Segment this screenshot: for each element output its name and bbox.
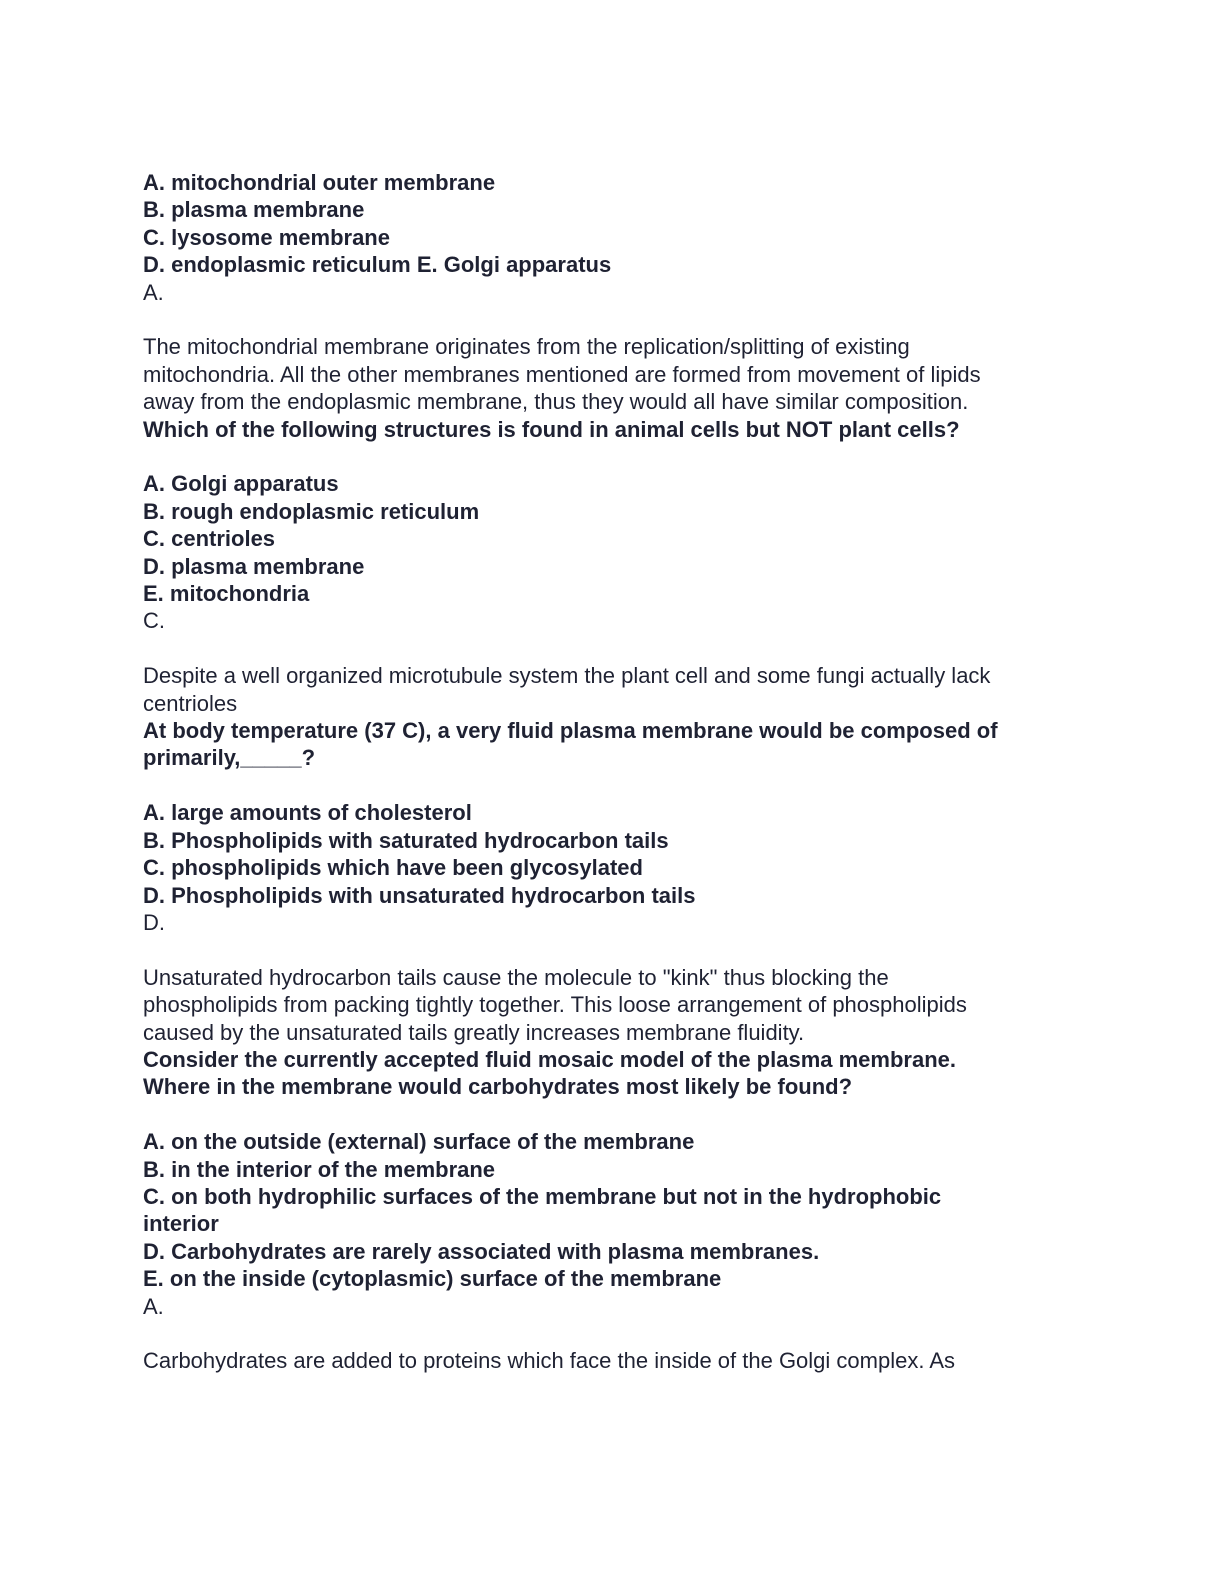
document-page — [143, 169, 1083, 1375]
answer-option: C. lysosome membrane — [143, 224, 390, 250]
answer-option: A. Golgi apparatus — [143, 471, 339, 497]
question-text: At body temperature (37 C), a very fluid plasma membrane would be composed of — [143, 718, 998, 744]
answer-option: B. plasma membrane — [143, 197, 365, 223]
answer-option: D. Carbohydrates are rarely associated with plasma membranes. — [143, 1238, 820, 1264]
explanation-line: centrioles — [143, 690, 238, 716]
question-text: Where in the membrane would carbohydrates most likely be found? — [143, 1074, 853, 1100]
question-text: Which of the following structures is found in animal cells but NOT plant cells? — [143, 416, 960, 442]
explanation-line: mitochondria. All the other membranes mentioned are formed from movement of lipids — [143, 361, 981, 387]
correct-answer: D. — [143, 909, 165, 935]
question-block-1 — [143, 169, 1083, 416]
answer-option: E. on the inside (cytoplasmic) surface of the membrane — [143, 1266, 722, 1292]
correct-answer: C. — [143, 608, 165, 634]
question-block-4 — [143, 1046, 1083, 1375]
explanation-line: Unsaturated hydrocarbon tails cause the molecule to "kink" thus blocking the — [143, 964, 889, 990]
answer-option: interior — [143, 1211, 219, 1237]
explanation-line: The mitochondrial membrane originates from the replication/splitting of existing — [143, 334, 910, 360]
question-text: Consider the currently accepted fluid mosaic model of the plasma membrane. — [143, 1046, 956, 1072]
answer-option: A. large amounts of cholesterol — [143, 800, 472, 826]
explanation-line: Carbohydrates are added to proteins which face the inside of the Golgi complex. As — [143, 1348, 956, 1374]
correct-answer: A. — [143, 279, 164, 305]
answer-option: B. rough endoplasmic reticulum — [143, 498, 480, 524]
question-block-2 — [143, 416, 1083, 717]
question-text: primarily,_____? — [143, 745, 316, 771]
answer-option: D. Phospholipids with unsaturated hydrocarbon tails — [143, 882, 696, 908]
answer-option: B. in the interior of the membrane — [143, 1156, 496, 1182]
explanation-line: phospholipids from packing tightly together. This loose arrangement of phospholipids — [143, 992, 967, 1018]
explanation-line: away from the endoplasmic membrane, thus they would all have similar composition. — [143, 389, 969, 415]
explanation-line: Despite a well organized microtubule system the plant cell and some fungi actually lack — [143, 663, 991, 689]
answer-option: C. on both hydrophilic surfaces of the membrane but not in the hydrophobic — [143, 1183, 942, 1209]
answer-option: B. Phospholipids with saturated hydrocarbon tails — [143, 827, 669, 853]
correct-answer: A. — [143, 1293, 164, 1319]
answer-option: A. on the outside (external) surface of the membrane — [143, 1129, 695, 1155]
answer-option: E. mitochondria — [143, 581, 310, 607]
question-block-3 — [143, 717, 1083, 1046]
answer-option: C. phospholipids which have been glycosylated — [143, 855, 643, 881]
explanation-line: caused by the unsaturated tails greatly increases membrane fluidity. — [143, 1019, 805, 1045]
answer-option: A. mitochondrial outer membrane — [143, 170, 496, 195]
answer-option: C. centrioles — [143, 526, 276, 552]
answer-option: D. endoplasmic reticulum E. Golgi apparatus — [143, 252, 612, 278]
answer-option: D. plasma membrane — [143, 553, 365, 579]
